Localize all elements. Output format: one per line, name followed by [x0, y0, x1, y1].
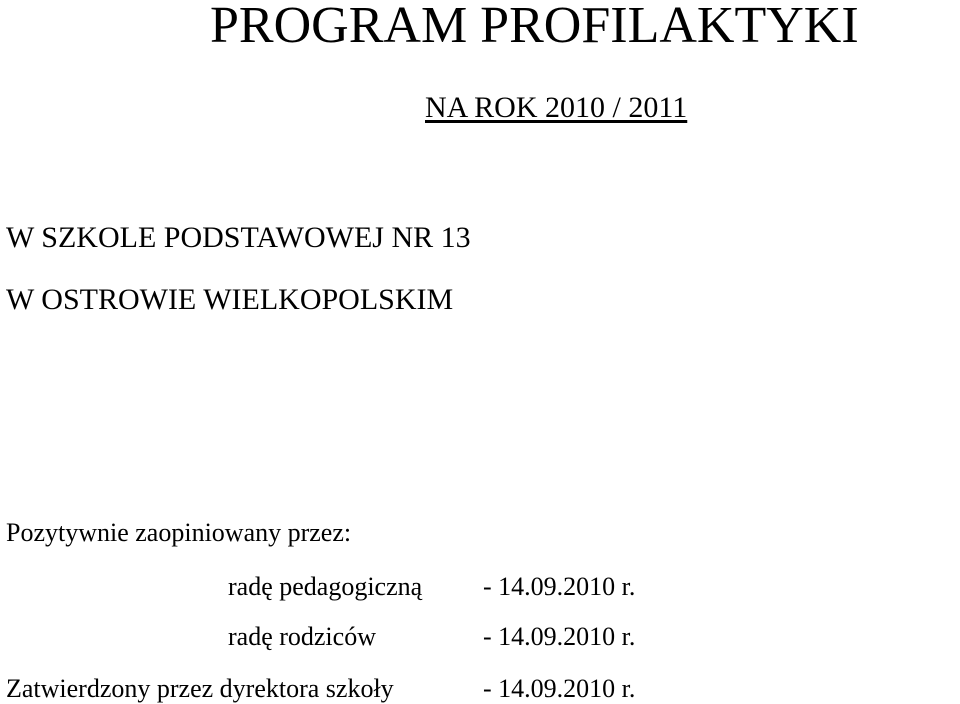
- approval-intro-text: Pozytywnie zaopiniowany przez:: [6, 518, 352, 547]
- document-subtitle: NA ROK 2010 / 2011: [425, 91, 688, 124]
- approval-parents-council-label: radę rodziców: [228, 622, 376, 651]
- school-location-line: W OSTROWIE WIELKOPOLSKIM: [6, 283, 454, 316]
- document-title: PROGRAM PROFILAKTYKI: [210, 0, 859, 54]
- approval-director-date: - 14.09.2010 r.: [483, 674, 636, 703]
- approval-teachers-council-date: - 14.09.2010 r.: [483, 572, 636, 601]
- approval-parents-council-date: - 14.09.2010 r.: [483, 622, 636, 651]
- school-name-line: W SZKOLE PODSTAWOWEJ NR 13: [6, 221, 471, 254]
- approval-teachers-council-label: radę pedagogiczną: [228, 572, 423, 601]
- approval-director-label: Zatwierdzony przez dyrektora szkoły: [6, 674, 394, 703]
